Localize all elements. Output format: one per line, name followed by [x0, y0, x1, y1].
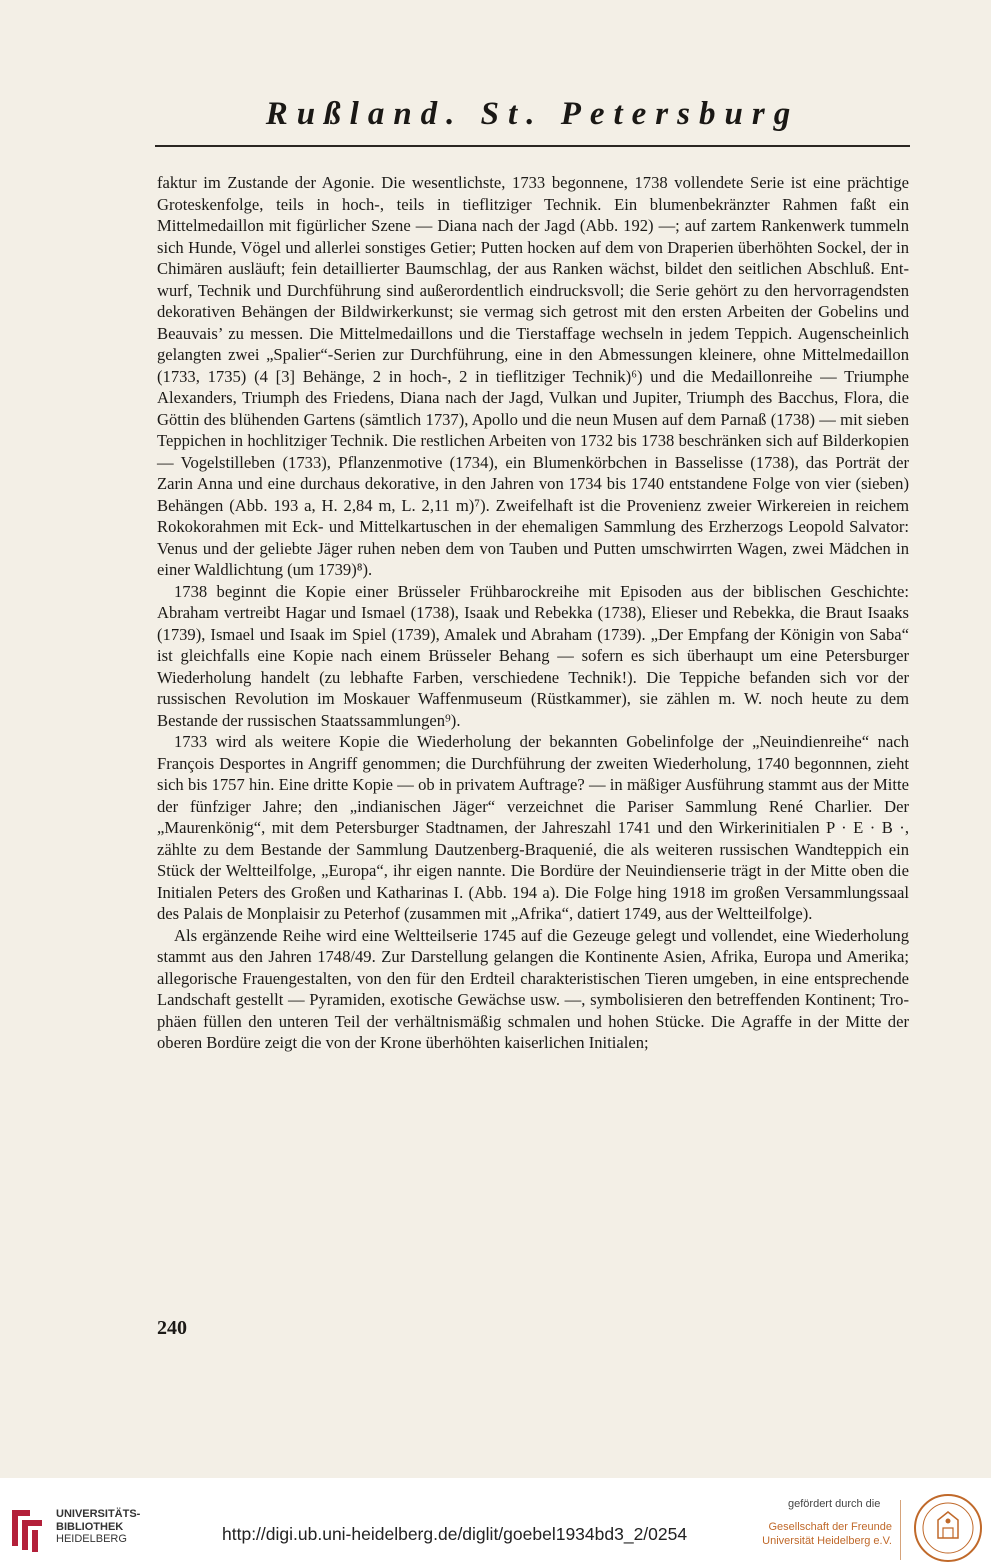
library-line-3: HEIDELBERG	[56, 1533, 127, 1545]
page-number: 240	[157, 1317, 187, 1339]
paragraph-4: Als ergänzende Reihe wird eine Weltteilserie 1745 auf die Gezeuge gelegt und vollendet, eine Wiederholung stammt aus den Jahren 1748/49. Zur Darstellung gelangen die Kontinente Asien, Afrika, Europa und Amerika; allegorische Frauengestalten, von den für den Erdteil charakteristischen Tieren umgeben, in eine entsprechende Landschaft gestellt — Pyramiden, exotische Gewächse usw. —, symbolisieren den betreffenden Kontinent; Trophäen füllen den unteren Teil der verhältnismäßig schmalen und hohen Stücke. Die Agraffe in der Mitte der oberen Bordüre zeigt die von der Krone überhöhten kaiserlichen Initialen;	[157, 925, 909, 1052]
sponsor-name	[752, 1520, 892, 1548]
library-name	[56, 1508, 140, 1546]
sponsor-line-1: Gesellschaft der Freunde	[768, 1521, 892, 1533]
sponsor-line-2: Universität Heidelberg e.V.	[762, 1535, 892, 1547]
library-line-2: BIBLIOTHEK	[56, 1520, 124, 1533]
paragraph-1: faktur im Zustande der Agonie. Die wesentlichste, 1733 begonnene, 1738 vollendete Serie ist eine prächtige Groteskenfolge, teils in hoch-, teils in tieflitziger Technik. Ein blumenbekränzter Rahmen faßt ein Mittelmedaillon mit figürlicher Szene — Diana nach der Jagd (Abb. 192) —; auf zartem Rankenwerk tummeln sich Hunde, Vögel und allerlei sonstiges Getier; Putten hocken auf dem von Draperien überhöhten Sockel, der in Chimären ausläuft; fein detaillierter Baumschlag, der aus Ranken wächst, bildet den seitlichen Abschluß. Entwurf, Technik und Durchführung sind außerordentlich eindrucksvoll; die Serie gehört zu den hervorragendsten dekorativen Behängen der Bildwirkerkunst; sie vermag sich getrost mit den ersten Arbeiten der Gobelins und Beauvais’ zu messen. Die Mittelmedaillons und die Tierstaffage wechseln in jedem Teppich. Augenscheinlich gelangten zwei „Spalier“-Serien zur Durchführung, eine in den Abmessungen kleinere, ohne Mittelmedaillon (1733, 1735) (4 [3] Behänge, 2 in hoch-, 2 in tieflitziger Technik)⁶) und die Medaillonreihe — Triumphe Alexanders, Triumph des Friedens, Diana nach der Jagd, Vulkan und Jupiter, Triumph des Bacchus, Flora, die Göttin des blühenden Gartens (sämtlich 1737), Apollo und die neun Musen auf dem Parnaß (1738) — mit sieben Teppichen in hochlitziger Technik. Die restlichen Arbeiten von 1732 bis 1738 beschränken sich auf Bilderkopien — Vogelstilleben (1733), Pflanzenmotive (1734), ein Blumenkörbchen in Basselisse (1738), das Porträt der Zarin Anna und eine durchaus dekorative, in den Jahren von 1734 bis 1740 entstandene Folge von vier (sieben) Behängen (Abb. 193 a, H. 2,84 m, L. 2,11 m)⁷). Zweifelhaft ist die Provenienz zweier Wirkereien in reichem Rokokorahmen mit Eck- und Mittelkartuschen in der ehemaligen Sammlung des Erzherzogs Leopold Salvator: Venus und der geliebte Jäger ruhen neben dem von Tauben und Putten umschwirrten Wagen, zwei Mädchen in einer Waldlichtung (um 1739)⁸).	[157, 173, 909, 579]
body-text	[157, 172, 909, 1054]
paragraph-2: 1738 beginnt die Kopie einer Brüsseler Frühbarockreihe mit Episoden aus der biblischen Geschichte: Abraham vertreibt Hagar und Ismael (1738), Isaak und Rebekka (1738), Elieser und Rebekka, die Braut Isaaks (1739), Ismael und Isaak im Spiel (1739), Amalek und Abraham (1739). „Der Empfang der Königin von Saba“ ist gleichfalls eine Kopie nach einem Brüsseler Behang — sofern es sich überhaupt um eine Petersburger Wiederholung handelt (zu lebhafte Farben, verschiedene Technik!). Die Teppiche befanden sich vor der russischen Revolution im Moskauer Waffenmuseum (Rüstkammer), sie zählen m. W. noch heute zu dem Bestande der russischen Staatssammlungen⁹).	[157, 581, 909, 730]
university-library-logo-icon	[8, 1506, 48, 1554]
paragraph-3: 1733 wird als weitere Kopie die Wiederholung der bekannten Gobelinfolge der „Neuindienreihe“ nach François Desportes in Angriff genommen; die Durchführung der zweiten Wiederholung, 1740 begonnnen, zieht sich bis 1757 hin. Eine dritte Kopie — ob in privatem Auftrage? — in mäßiger Ausführung stammt aus der Mitte der fünfziger Jahre; den „indianischen Jäger“ verzeichnet die Pariser Sammlung René Charlier. Der „Maurenkönig“, mit dem Petersburger Stadtnamen, der Jahreszahl 1741 und den Wirkerinitialen P · E · B ·, zählte zu dem Bestande der Sammlung Dautzenberg-Braquenié, die als weiteren russischen Wandteppich ein Stück der Weltteilfolge, „Europa“, ihr eigen nannte. Die Bordüre der Neuindienserie trägt in der Mitte oben die Initialen Peters des Großen und Katharinas I. (Abb. 194 a). Die Folge hing 1918 im großen Versammlungssaal des Palais de Monplaisir zu Peterhof (zusammen mit „Afrika“, datiert 1749, aus der Weltteilfolge).	[157, 732, 909, 923]
digitization-footer	[0, 1478, 991, 1568]
library-line-1: UNIVERSITÄTS-	[56, 1508, 141, 1520]
university-seal-icon	[912, 1492, 984, 1564]
header-rule	[155, 145, 910, 147]
running-head: Rußland. St. Petersburg	[265, 96, 800, 132]
sponsor-divider	[900, 1500, 901, 1560]
sponsor-label: gefördert durch die	[788, 1498, 881, 1510]
permalink-url[interactable]: http://digi.ub.uni-heidelberg.de/diglit/goebel1934bd3_2/0254	[222, 1524, 688, 1544]
